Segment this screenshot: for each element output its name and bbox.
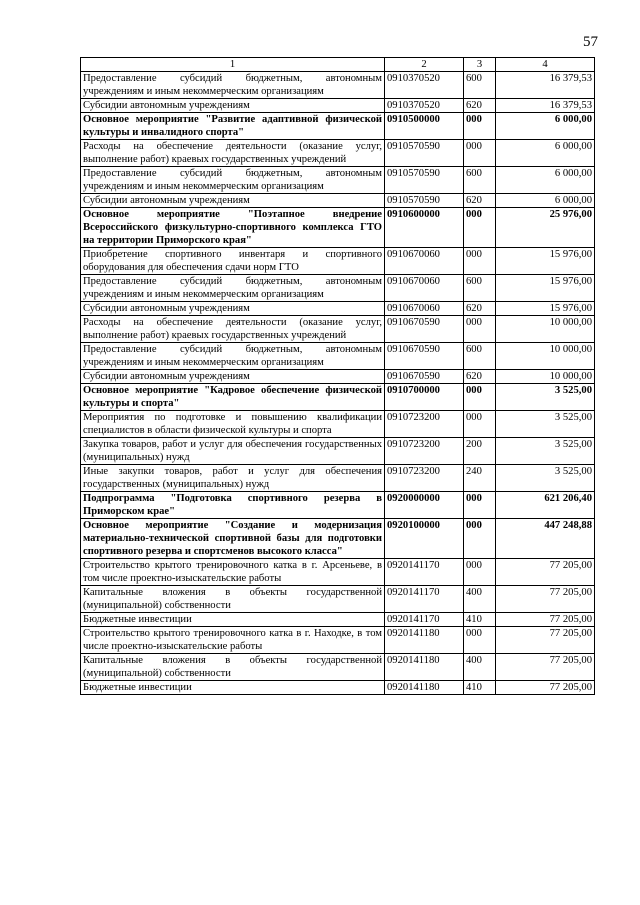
table-row [81, 613, 595, 627]
row-name-cell: Предоставление субсидий бюджетным, автономным учреждениям и иным некоммерческим организациям [81, 343, 385, 370]
row-expense-type-cell: 400 [464, 586, 496, 613]
row-name-cell: Субсидии автономным учреждениям [81, 370, 385, 384]
row-expense-type-cell: 000 [464, 140, 496, 167]
row-amount-cell: 77 205,00 [496, 559, 595, 586]
row-code-cell: 0910723200 [385, 465, 464, 492]
row-amount-cell: 15 976,00 [496, 275, 595, 302]
row-code-cell: 0910370520 [385, 99, 464, 113]
row-code-cell: 0920141180 [385, 654, 464, 681]
table-row [81, 302, 595, 316]
row-code-cell: 0910570590 [385, 194, 464, 208]
table-row [81, 627, 595, 654]
row-name-cell: Мероприятия по подготовке и повышению квалификации специалистов в области физической культуры и спорта [81, 411, 385, 438]
row-name-cell: Иные закупки товаров, работ и услуг для обеспечения государственных (муниципальных) нужд [81, 465, 385, 492]
page-number: 57 [583, 34, 598, 50]
row-code-cell: 0910670590 [385, 316, 464, 343]
column-header-name: 1 [81, 58, 385, 72]
row-expense-type-cell: 000 [464, 411, 496, 438]
row-expense-type-cell: 600 [464, 275, 496, 302]
table-body [81, 72, 595, 695]
row-amount-cell: 16 379,53 [496, 72, 595, 99]
row-expense-type-cell: 620 [464, 194, 496, 208]
table-row [81, 248, 595, 275]
row-amount-cell: 447 248,88 [496, 519, 595, 559]
row-code-cell: 0910600000 [385, 208, 464, 248]
row-amount-cell: 3 525,00 [496, 438, 595, 465]
row-name-cell: Строительство крытого тренировочного катка в г. Находке, в том числе проектно-изыскательские работы [81, 627, 385, 654]
row-amount-cell: 77 205,00 [496, 627, 595, 654]
row-code-cell: 0910670060 [385, 302, 464, 316]
row-name-cell: Капитальные вложения в объекты государственной (муниципальной) собственности [81, 654, 385, 681]
row-expense-type-cell: 000 [464, 208, 496, 248]
table-row [81, 275, 595, 302]
table-row [81, 370, 595, 384]
table-row [81, 99, 595, 113]
row-amount-cell: 3 525,00 [496, 411, 595, 438]
row-expense-type-cell: 000 [464, 559, 496, 586]
table-row [81, 316, 595, 343]
row-amount-cell: 6 000,00 [496, 113, 595, 140]
row-code-cell: 0910370520 [385, 72, 464, 99]
row-name-cell: Субсидии автономным учреждениям [81, 302, 385, 316]
table-row [81, 654, 595, 681]
row-expense-type-cell: 600 [464, 72, 496, 99]
row-amount-cell: 6 000,00 [496, 194, 595, 208]
table-row [81, 681, 595, 695]
row-amount-cell: 15 976,00 [496, 302, 595, 316]
row-name-cell: Субсидии автономным учреждениям [81, 194, 385, 208]
table-row [81, 343, 595, 370]
row-code-cell: 0910723200 [385, 411, 464, 438]
table-row [81, 167, 595, 194]
column-header-amount: 4 [496, 58, 595, 72]
row-amount-cell: 77 205,00 [496, 586, 595, 613]
row-amount-cell: 77 205,00 [496, 681, 595, 695]
row-code-cell: 0910700000 [385, 384, 464, 411]
row-expense-type-cell: 000 [464, 113, 496, 140]
row-code-cell: 0910570590 [385, 167, 464, 194]
row-expense-type-cell: 620 [464, 370, 496, 384]
table-row [81, 411, 595, 438]
row-expense-type-cell: 000 [464, 627, 496, 654]
row-expense-type-cell: 000 [464, 248, 496, 275]
row-name-cell: Закупка товаров, работ и услуг для обеспечения государственных (муниципальных) нужд [81, 438, 385, 465]
row-name-cell: Капитальные вложения в объекты государственной (муниципальной) собственности [81, 586, 385, 613]
row-code-cell: 0920141170 [385, 559, 464, 586]
row-code-cell: 0910670590 [385, 343, 464, 370]
row-name-cell: Основное мероприятие "Поэтапное внедрение Всероссийского физкультурно-спортивного комплекса ГТО на территории Приморского края" [81, 208, 385, 248]
row-expense-type-cell: 410 [464, 613, 496, 627]
row-code-cell: 0910670060 [385, 275, 464, 302]
row-amount-cell: 10 000,00 [496, 370, 595, 384]
row-amount-cell: 15 976,00 [496, 248, 595, 275]
row-name-cell: Приобретение спортивного инвентаря и спортивного оборудования для обеспечения сдачи норм ГТО [81, 248, 385, 275]
row-expense-type-cell: 000 [464, 316, 496, 343]
table-row [81, 208, 595, 248]
row-name-cell: Расходы на обеспечение деятельности (оказание услуг, выполнение работ) краевых государственных учреждений [81, 316, 385, 343]
row-amount-cell: 16 379,53 [496, 99, 595, 113]
row-code-cell: 0920141180 [385, 681, 464, 695]
row-expense-type-cell: 620 [464, 99, 496, 113]
table-row [81, 559, 595, 586]
row-expense-type-cell: 600 [464, 343, 496, 370]
row-name-cell: Бюджетные инвестиции [81, 681, 385, 695]
row-code-cell: 0920100000 [385, 519, 464, 559]
row-expense-type-cell: 000 [464, 519, 496, 559]
row-expense-type-cell: 000 [464, 492, 496, 519]
table-row [81, 465, 595, 492]
row-amount-cell: 621 206,40 [496, 492, 595, 519]
row-code-cell: 0910723200 [385, 438, 464, 465]
table-header-row [81, 58, 595, 72]
row-code-cell: 0920000000 [385, 492, 464, 519]
row-code-cell: 0920141170 [385, 586, 464, 613]
row-name-cell: Субсидии автономным учреждениям [81, 99, 385, 113]
table-row [81, 492, 595, 519]
row-name-cell: Расходы на обеспечение деятельности (оказание услуг, выполнение работ) краевых государственных учреждений [81, 140, 385, 167]
table-row [81, 72, 595, 99]
row-name-cell: Основное мероприятие "Кадровое обеспечение физической культуры и спорта" [81, 384, 385, 411]
row-name-cell: Предоставление субсидий бюджетным, автономным учреждениям и иным некоммерческим организациям [81, 167, 385, 194]
column-header-code: 2 [385, 58, 464, 72]
row-name-cell: Подпрограмма "Подготовка спортивного резерва в Приморском крае" [81, 492, 385, 519]
table-row [81, 519, 595, 559]
row-amount-cell: 6 000,00 [496, 167, 595, 194]
table-row [81, 140, 595, 167]
row-expense-type-cell: 600 [464, 167, 496, 194]
row-expense-type-cell: 000 [464, 384, 496, 411]
row-amount-cell: 77 205,00 [496, 654, 595, 681]
row-code-cell: 0920141170 [385, 613, 464, 627]
row-code-cell: 0910500000 [385, 113, 464, 140]
row-amount-cell: 10 000,00 [496, 316, 595, 343]
budget-table [80, 57, 595, 695]
row-code-cell: 0910670590 [385, 370, 464, 384]
table-row [81, 113, 595, 140]
row-name-cell: Бюджетные инвестиции [81, 613, 385, 627]
row-amount-cell: 10 000,00 [496, 343, 595, 370]
row-code-cell: 0910570590 [385, 140, 464, 167]
row-name-cell: Основное мероприятие "Создание и модернизация материально-технической спортивной базы для подготовки спортивного резерва и спортсменов высокого класса" [81, 519, 385, 559]
row-amount-cell: 6 000,00 [496, 140, 595, 167]
row-amount-cell: 77 205,00 [496, 613, 595, 627]
row-amount-cell: 25 976,00 [496, 208, 595, 248]
row-expense-type-cell: 400 [464, 654, 496, 681]
row-name-cell: Строительство крытого тренировочного катка в г. Арсеньеве, в том числе проектно-изыскательские работы [81, 559, 385, 586]
table-row [81, 384, 595, 411]
table-row [81, 438, 595, 465]
row-name-cell: Предоставление субсидий бюджетным, автономным учреждениям и иным некоммерческим организациям [81, 275, 385, 302]
column-header-type: 3 [464, 58, 496, 72]
row-code-cell: 0910670060 [385, 248, 464, 275]
table-row [81, 194, 595, 208]
row-expense-type-cell: 200 [464, 438, 496, 465]
row-expense-type-cell: 620 [464, 302, 496, 316]
table-row [81, 586, 595, 613]
row-expense-type-cell: 410 [464, 681, 496, 695]
row-expense-type-cell: 240 [464, 465, 496, 492]
row-amount-cell: 3 525,00 [496, 384, 595, 411]
row-name-cell: Основное мероприятие "Развитие адаптивной физической культуры и инвалидного спорта" [81, 113, 385, 140]
row-amount-cell: 3 525,00 [496, 465, 595, 492]
row-code-cell: 0920141180 [385, 627, 464, 654]
row-name-cell: Предоставление субсидий бюджетным, автономным учреждениям и иным некоммерческим организациям [81, 72, 385, 99]
